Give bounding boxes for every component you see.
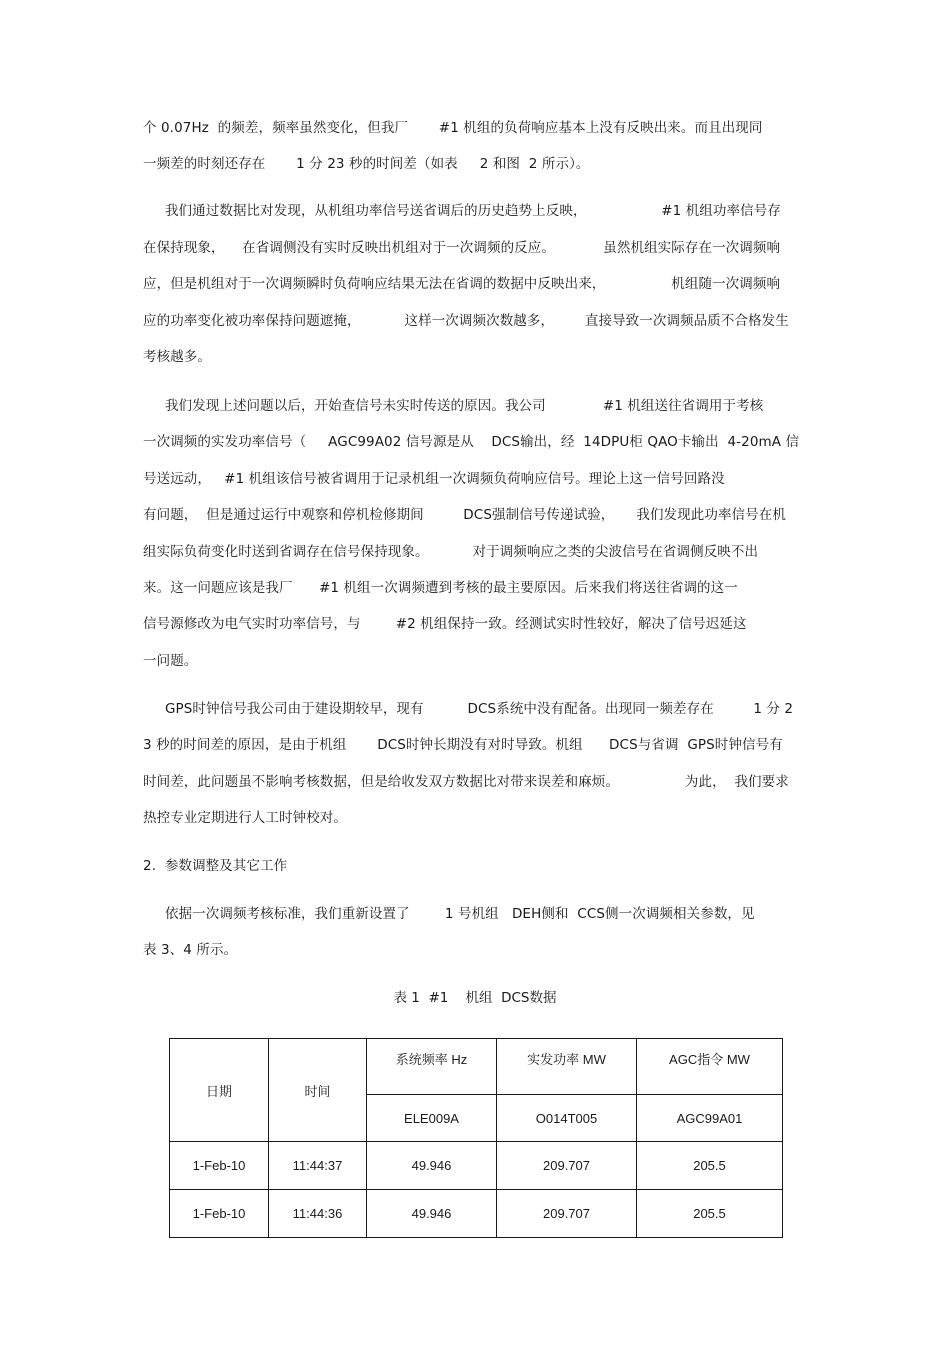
text-line: 我们通过数据比对发现，从机组功率信号送省调后的历史趋势上反映， #1 机组功率信号存 <box>143 203 781 219</box>
header-power: 实发功率 MW <box>497 1039 637 1095</box>
cell-agc: 205.5 <box>637 1190 783 1238</box>
text-line: 组实际负荷变化时送到省调存在信号保持现象。 对于调频响应之类的尖波信号在省调侧反映不出 <box>143 544 759 560</box>
code-agc: AGC99A01 <box>637 1095 783 1142</box>
text-line: 一频差的时刻还存在 1 分 23 秒的时间差（如表 2 和图 2 所示）。 <box>143 156 590 172</box>
cell-power: 209.707 <box>497 1142 637 1190</box>
text-line: 考核越多。 <box>143 349 211 365</box>
text-line: 热控专业定期进行人工时钟校对。 <box>143 810 347 826</box>
header-frequency: 系统频率 Hz <box>367 1039 497 1095</box>
text-line: 表 3、4 所示。 <box>143 942 238 958</box>
cell-time: 11:44:37 <box>269 1142 367 1190</box>
cell-frequency: 49.946 <box>367 1190 497 1238</box>
text-line: 时间差，此问题虽不影响考核数据，但是给收发双方数据比对带来误差和麻烦。 为此， 我们要求 <box>143 774 789 790</box>
text-line: 3 秒的时间差的原因，是由于机组 DCS时钟长期没有对时导致。机组 DCS与省调 GPS时钟信号有 <box>143 737 783 753</box>
text-line: 有问题， 但是通过运行中观察和停机检修期间 DCS强制信号传递试验， 我们发现此功率信号在机 <box>143 507 786 523</box>
dcs-data-table <box>169 1038 783 1238</box>
code-power: O014T005 <box>497 1095 637 1142</box>
text-line: 应的功率变化被功率保持问题遮掩， 这样一次调频次数越多， 直接导致一次调频品质不合格发生 <box>143 313 789 329</box>
table-row <box>170 1142 783 1190</box>
text-line: 依据一次调频考核标准，我们重新设置了 1 号机组 DEH侧和 CCS侧一次调频相关参数，见 <box>143 906 755 922</box>
table-header-row <box>170 1039 783 1095</box>
header-time: 时间 <box>269 1039 367 1142</box>
table-row <box>170 1190 783 1238</box>
text-line: 来。这一问题应该是我厂 #1 机组一次调频遭到考核的最主要原因。后来我们将送往省调的这一 <box>143 580 738 596</box>
text-line: 应，但是机组对于一次调频瞬时负荷响应结果无法在省调的数据中反映出来， 机组随一次调频响 <box>143 276 781 292</box>
cell-date: 1-Feb-10 <box>170 1142 269 1190</box>
header-agc: AGC指令 MW <box>637 1039 783 1095</box>
table-caption: 表 1 #1 机组 DCS数据 <box>393 990 557 1006</box>
section-heading: 2. 参数调整及其它工作 <box>143 858 288 874</box>
text-line: 我们发现上述问题以后，开始查信号未实时传送的原因。我公司 #1 机组送往省调用于考核 <box>143 398 764 414</box>
cell-frequency: 49.946 <box>367 1142 497 1190</box>
cell-time: 11:44:36 <box>269 1190 367 1238</box>
header-date: 日期 <box>170 1039 269 1142</box>
cell-power: 209.707 <box>497 1190 637 1238</box>
text-line: 号送远动， #1 机组该信号被省调用于记录机组一次调频负荷响应信号。理论上这一信号回路没 <box>143 471 725 487</box>
text-line: 一问题。 <box>143 653 198 669</box>
code-frequency: ELE009A <box>367 1095 497 1142</box>
text-line: 一次调频的实发功率信号（ AGC99A02 信号源是从 DCS输出，经 14DPU柜 QAO卡输出 4-20mA 信 <box>143 434 800 450</box>
text-line: GPS时钟信号我公司由于建设期较早，现有 DCS系统中没有配备。出现同一频差存在 1 分 2 <box>143 701 794 717</box>
cell-date: 1-Feb-10 <box>170 1190 269 1238</box>
text-line: 在保持现象， 在省调侧没有实时反映出机组对于一次调频的反应。 虽然机组实际存在一次调频响 <box>143 240 781 256</box>
cell-agc: 205.5 <box>637 1142 783 1190</box>
text-line: 信号源修改为电气实时功率信号，与 #2 机组保持一致。经测试实时性较好，解决了信号迟延这 <box>143 616 747 632</box>
text-line: 个 0.07Hz 的频差，频率虽然变化，但我厂 #1 机组的负荷响应基本上没有反映出来。而且出现同 <box>143 120 763 136</box>
